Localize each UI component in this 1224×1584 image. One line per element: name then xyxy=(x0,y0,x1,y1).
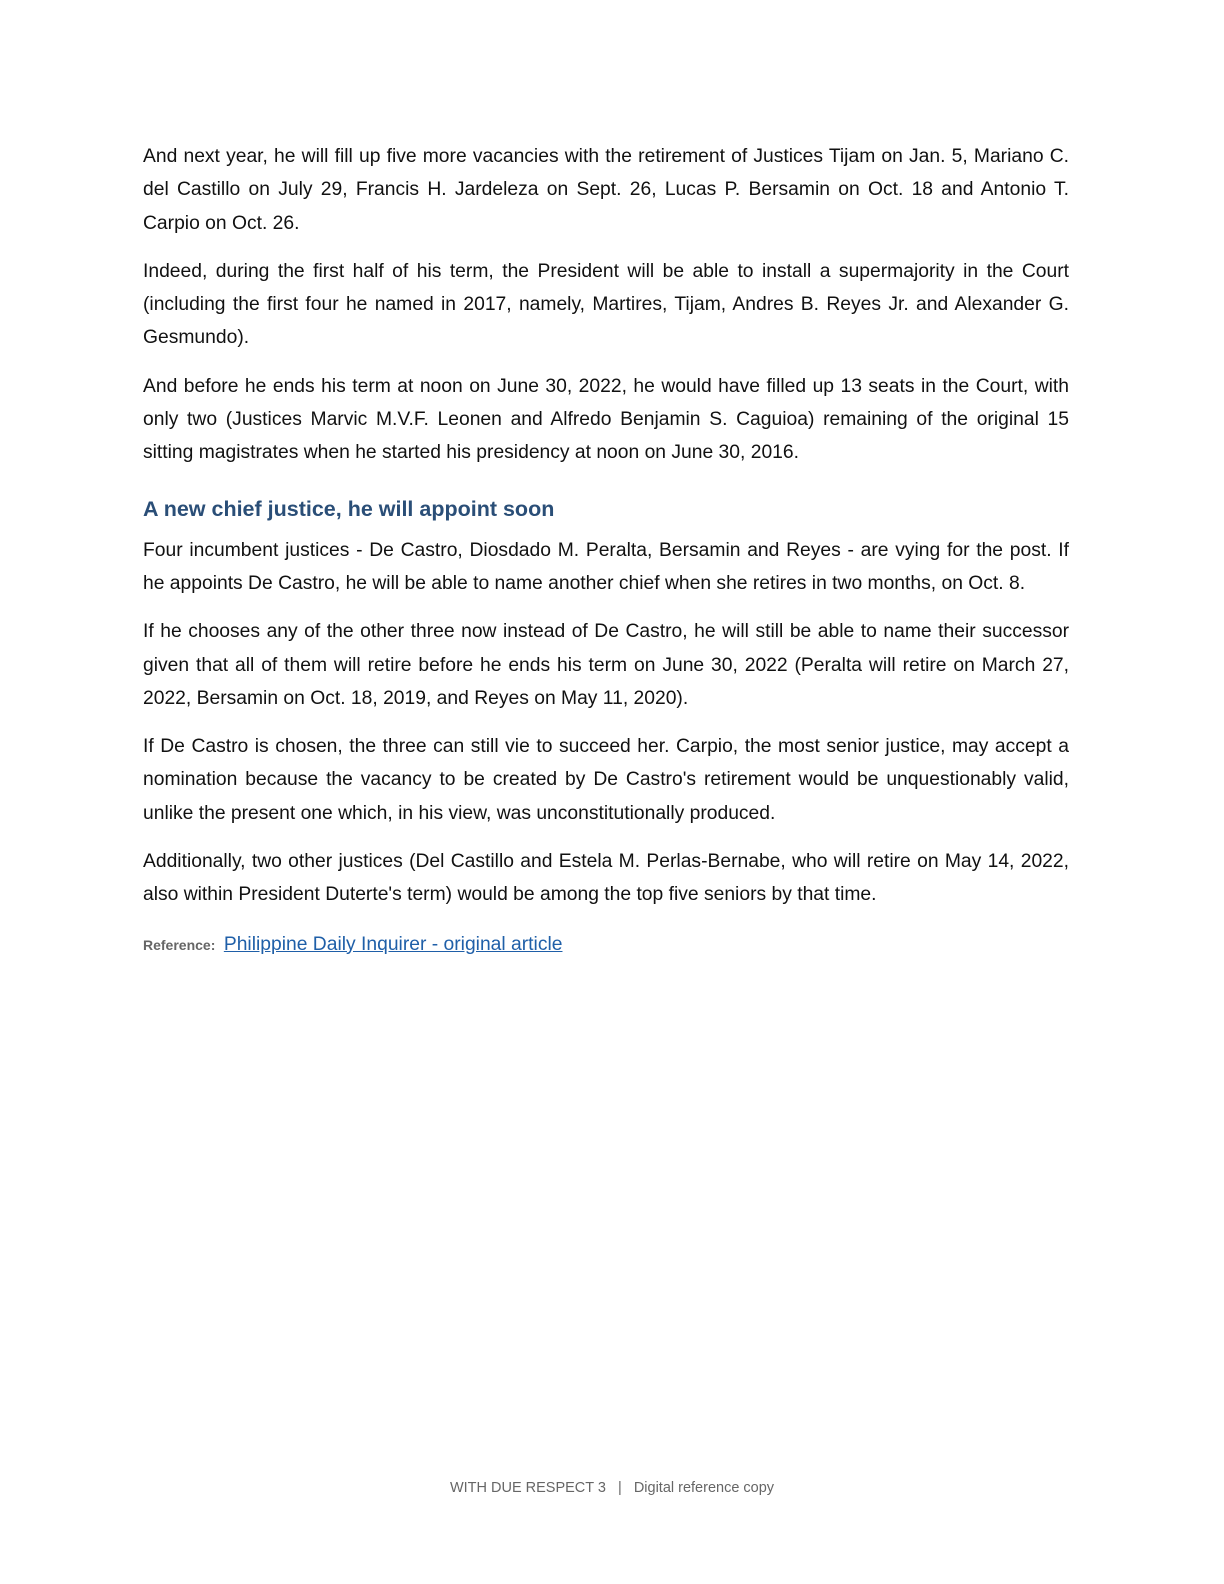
section-heading-new-chief-justice: A new chief justice, he will appoint soon xyxy=(143,496,555,521)
paragraph-de-castro-chosen: If De Castro is chosen, the three can still vie to succeed her. Carpio, the most senior justice, may accept a nomination because the vacancy to be created by De Castro's retirement would be unquestionably valid, unlike the present one which, in his view, was unconstitutionally produced. xyxy=(143,736,1069,824)
paragraph-next-year-vacancies: And next year, he will fill up five more vacancies with the retirement of Justices Tijam on Jan. 5, Mariano C. del Castillo on July 29, Francis H. Jardeleza on Sept. 26, Lucas P. Bersamin on Oct. 18 and Antonio T. Carpio on Oct. 26. xyxy=(143,146,1069,234)
reference-line xyxy=(143,932,1069,959)
paragraph-supermajority: Indeed, during the first half of his term, the President will be able to install a supermajority in the Court (including the first four he named in 2017, namely, Martires, Tijam, Andres B. Reyes Jr. and Alexander G. Gesmundo). xyxy=(143,260,1069,349)
footer-page-label: WITH DUE RESPECT 3 xyxy=(449,1480,606,1496)
paragraph-incumbent-justices: Four incumbent justices - De Castro, Diosdado M. Peralta, Bersamin and Reyes - are vying for the post. If he appoints De Castro, he will be able to name another chief when she retires in two months, on Oct. 8. xyxy=(143,539,1069,594)
paragraph-top-five-seniors: Additionally, two other justices (Del Castillo and Estela M. Perlas-Bernabe, who will retire on May 14, 2022, also within President Duterte's term) would be among the top five seniors by that time. xyxy=(143,851,1069,906)
reference-label: Reference: xyxy=(143,936,216,953)
footer-separator: | xyxy=(618,1480,622,1496)
page-footer xyxy=(0,1478,1224,1498)
reference-link[interactable]: Philippine Daily Inquirer - original article xyxy=(223,933,563,955)
footer-copy-label: Digital reference copy xyxy=(633,1480,775,1496)
paragraph-other-three: If he chooses any of the other three now instead of De Castro, he will still be able to name their successor given that all of them will retire before he ends his term on June 30, 2022 (Peralta will retire on March 27, 2022, Bersamin on Oct. 18, 2019, and Reyes on May 11, 2020). xyxy=(143,621,1069,709)
paragraph-thirteen-seats: And before he ends his term at noon on June 30, 2022, he would have filled up 13 seats in the Court, with only two (Justices Marvic M.V.F. Leonen and Alfredo Benjamin S. Caguioa) remaining of the original 15 sitting magistrates when he started his presidency at noon on June 30, 2016. xyxy=(143,375,1069,464)
document-body xyxy=(143,140,1069,959)
